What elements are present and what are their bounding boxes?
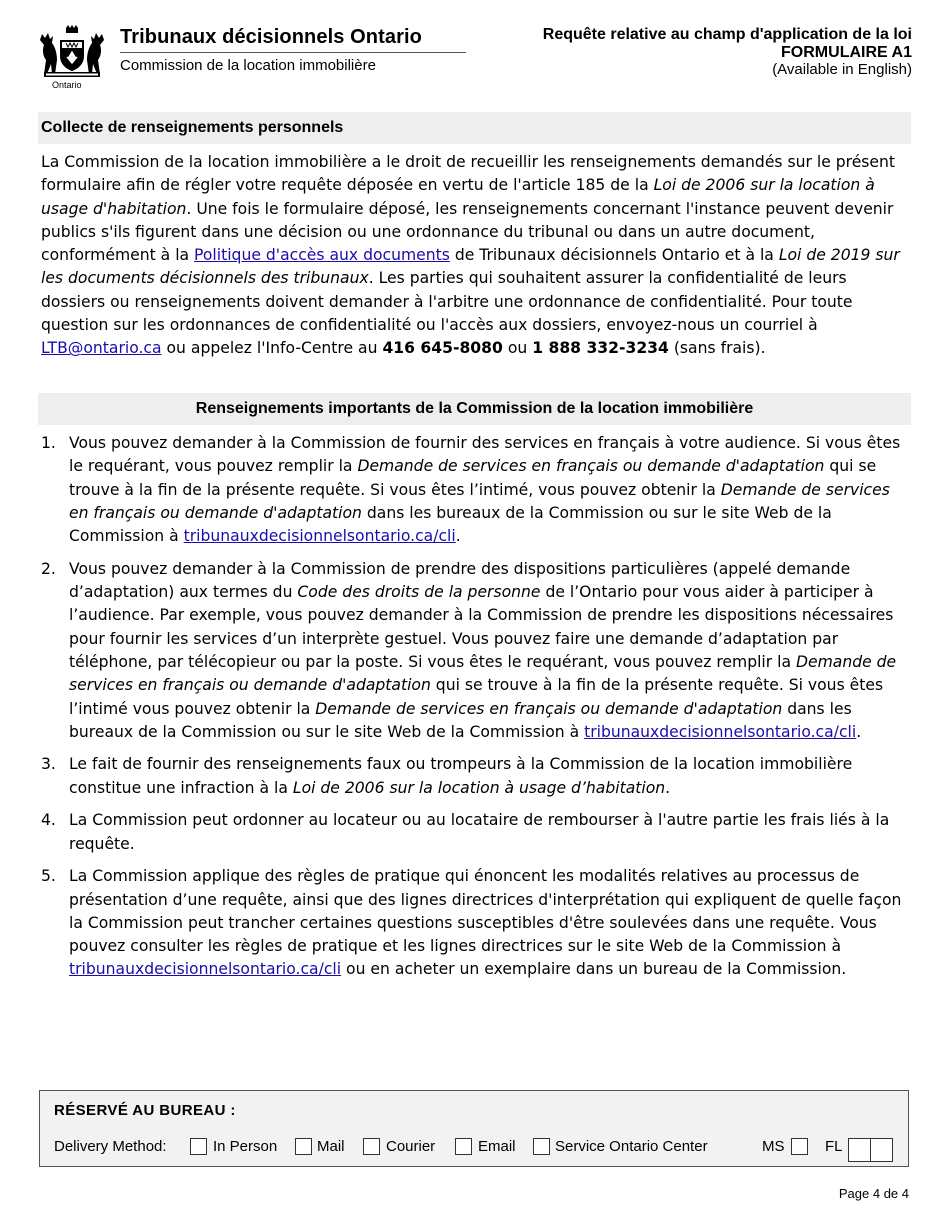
office-use-box bbox=[39, 1090, 909, 1167]
form-title: Requête relative au champ d'application de la loi bbox=[542, 26, 912, 43]
org-name: Tribunaux décisionnels Ontario bbox=[120, 26, 422, 48]
option-mail-label: Mail bbox=[317, 1138, 345, 1155]
office-use-title: RÉSERVÉ AU BUREAU : bbox=[54, 1102, 236, 1119]
checkbox-courier[interactable] bbox=[363, 1138, 380, 1155]
fl-label: FL bbox=[825, 1138, 843, 1155]
phone-local: 416 645-8080 bbox=[382, 339, 503, 358]
checkbox-ms[interactable] bbox=[791, 1138, 808, 1155]
tribunal-website-link[interactable]: tribunauxdecisionnelsontario.ca/cli bbox=[183, 527, 456, 546]
option-in-person-label: In Person bbox=[213, 1138, 278, 1155]
list-item: 4. La Commission peut ordonner au locateur ou au locataire de rembourser à l'autre partie les frais liés à la requête. bbox=[41, 811, 890, 853]
tribunal-website-link[interactable]: tribunauxdecisionnelsontario.ca/cli bbox=[584, 722, 857, 741]
option-service-ontario-label: Service Ontario Center bbox=[555, 1138, 708, 1155]
checkbox-in-person[interactable] bbox=[190, 1138, 207, 1155]
privacy-heading: Collecte de renseignements personnels bbox=[38, 112, 911, 144]
option-courier-label: Courier bbox=[386, 1138, 436, 1155]
important-info-list bbox=[41, 432, 909, 991]
option-email-label: Email bbox=[478, 1138, 516, 1155]
access-policy-link[interactable]: Politique d'accès aux documents bbox=[194, 246, 450, 265]
tribunal-website-link[interactable]: tribunauxdecisionnelsontario.ca/cli bbox=[69, 960, 342, 979]
ltb-email-link[interactable]: LTB@ontario.ca bbox=[41, 339, 162, 358]
delivery-method-row bbox=[54, 1138, 896, 1160]
checkbox-mail[interactable] bbox=[295, 1138, 312, 1155]
ms-label: MS bbox=[762, 1138, 785, 1155]
list-item: 3. Le fait de fournir des renseignements faux ou trompeurs à la Commission de la location immobilière constitue une infraction à la Loi de 2006 sur la location à usage d’habitation. bbox=[41, 755, 853, 797]
checkbox-service-ontario[interactable] bbox=[533, 1138, 550, 1155]
list-item: 5. La Commission applique des règles de pratique qui énoncent les modalités relatives au processus de présentation d’une requête, ainsi que des lignes directrices d'interprétation qui expliquent de quelle façon la Commission peut trancher certaines questions susceptibles d'être soulevées dans une requête. Vous pouvez consulter les règles de pratique et les lignes directrices sur le site Web de la Commission à tribunauxdecisionnelsontario.ca/cli ou en acheter un exemplaire dans un bureau de la Commission. bbox=[41, 867, 902, 979]
form-availability-note: (Available in English) bbox=[772, 61, 912, 78]
important-info-heading: Renseignements importants de la Commission de la location immobilière bbox=[38, 393, 911, 425]
fl-input-digit-1[interactable] bbox=[848, 1138, 871, 1162]
form-number: FORMULAIRE A1 bbox=[781, 44, 912, 61]
list-item: 1. Vous pouvez demander à la Commission de fournir des services en français à votre audience. Si vous êtes le requérant, vous pouvez remplir la Demande de services en français ou demande d'adaptation qui se trouve à la fin de la présente requête. Si vous êtes l’intimé, vous pouvez obtenir la Demande de services en français ou demande d'adaptation dans les bureaux de la Commission ou sur le site Web de la Commission à tribunauxdecisionnelsontario.ca/cli. bbox=[41, 434, 901, 546]
header-branding bbox=[36, 22, 436, 96]
logo-caption: Ontario bbox=[52, 80, 82, 90]
privacy-paragraph: La Commission de la location immobilière a le droit de recueillir les renseignements demandés sur le présent formulaire afin de régler votre requête déposée en vertu de l'article 185 de la Loi de 2006 sur la location à usage d'habitation. Une fois le formulaire déposé, les renseignements concernant l'instance peuvent devenir publics s'ils figurent dans une décision ou une ordonnance du tribunal ou dans un autre document, conformément à la Politique d'accès aux documents de Tribunaux décisionnels Ontario et à la Loi de 2019 sur les documents décisionnels des tribunaux. Les parties qui souhaitent assurer la confidentialité de leurs dossiers ou renseignements doivent demander à l'arbitre une ordonnance de confidentialité. Pour toute question sur les ordonnances de confidentialité ou l'accès aux dossiers, envoyez-nous un courriel à LTB@ontario.ca ou appelez l'Info-Centre au 416 645-8080 ou 1 888 332-3234 (sans frais). bbox=[41, 153, 900, 358]
delivery-method-label: Delivery Method: bbox=[54, 1138, 167, 1155]
checkbox-email[interactable] bbox=[455, 1138, 472, 1155]
page-number: Page 4 de 4 bbox=[838, 1186, 909, 1201]
phone-tollfree: 1 888 332-3234 bbox=[532, 339, 669, 358]
header-divider bbox=[120, 52, 466, 53]
fl-input-digit-2[interactable] bbox=[870, 1138, 893, 1162]
org-subtitle: Commission de la location immobilière bbox=[120, 57, 376, 74]
list-item: 2. Vous pouvez demander à la Commission de prendre des dispositions particulières (appelé demande d’adaptation) aux termes du Code des droits de la personne de l’Ontario pour vous aider à participer à l’audience. Par exemple, vous pouvez demander à la Commission de prendre les dispositions nécessaires pour fournir les services d’un interprète gestuel. Vous pouvez faire une demande d’adaptation par téléphone, par télécopieur ou par la poste. Si vous êtes le requérant, vous pouvez remplir la Demande de services en français ou demande d'adaptation qui se trouve à la fin de la présente requête. Si vous êtes l’intimé vous pouvez obtenir la Demande de services en français ou demande d'adaptation dans les bureaux de la Commission ou sur le site Web de la Commission à tribunauxdecisionnelsontario.ca/cli. bbox=[41, 559, 897, 741]
form-identity bbox=[543, 26, 912, 78]
